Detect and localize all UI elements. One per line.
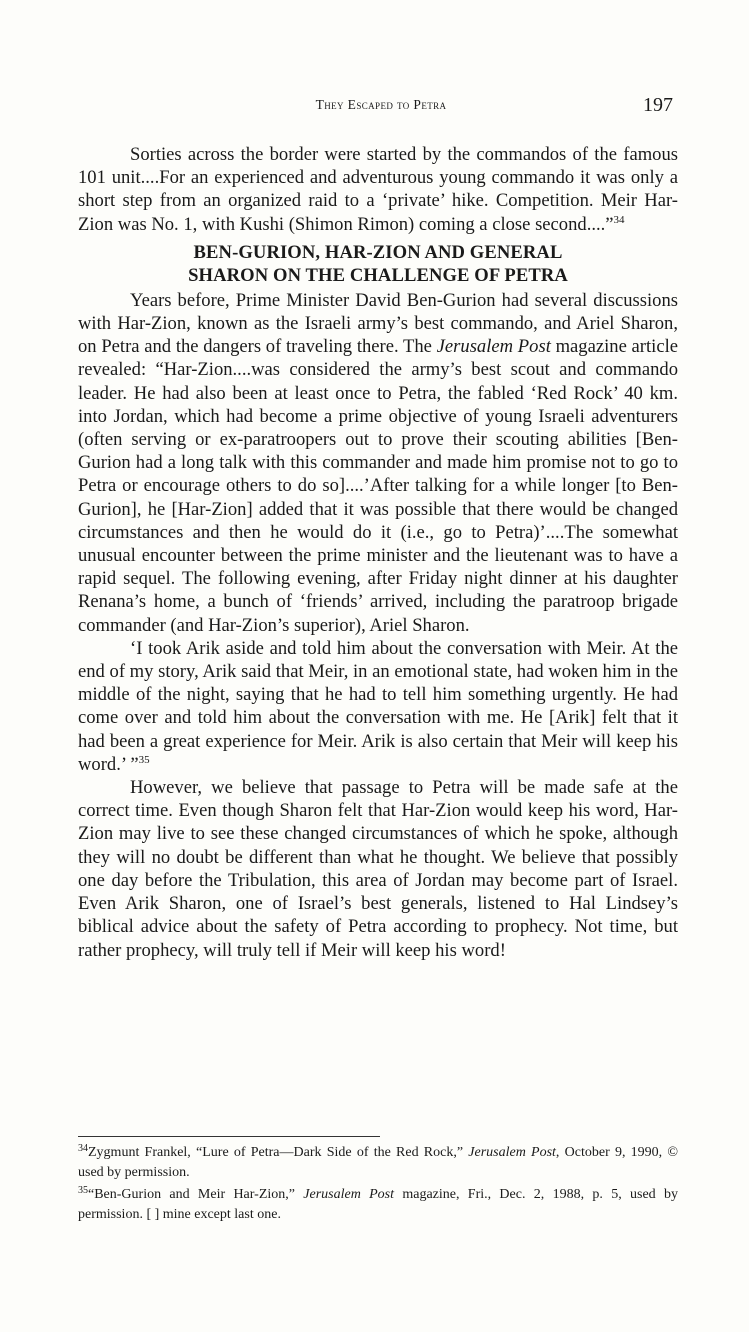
publication-title: Jerusalem Post [468,1145,556,1160]
paragraph-text: magazine article revealed: “Har-Zion....was considered the army’s best scout and commando leader. He had also been at least once to Petra, the fabled ‘Red Rock’ 40 km. into Jordan, which had become a prime objective of young Israeli adventurers (often serving or ex-paratroopers out to prove their scouting abilities [Ben-Gurion had a long talk with this commander and made him promise not to go to Petra or encourage others to do so]....’After talking for a while longer [to Ben-Gurion], he [Har-Zion] added that it was possible that there would be changed circumstances and then he would do it (i.e., go to Petra)’....The somewhat unusual encounter between the prime minister and the lieutenant was to have a rapid sequel. The following evening, after Friday night dinner at his daughter Renana’s home, a bunch of ‘friends’ arrived, including the paratroop brigade commander (and Har-Zion’s superior), Ariel Sharon. [78,336,678,636]
paragraph-text: However, we believe that passage to Petra will be made safe at the correct time. Even though Sharon felt that Har-Zion would keep his word, Har-Zion may live to see these changed circumstances of which he spoke, although they will no doubt be different than what he thought. We believe that possibly one day before the Tribulation, this area of Jordan may become part of Israel. Even Arik Sharon, one of Israel’s best generals, listened to Hal Lindsey’s biblical advice about the safety of Petra according to prophecy. Not time, but rather prophecy, will truly tell if Meir will keep his word! [78,777,678,961]
paragraph-text: Sorties across the border were started by the commandos of the famous 101 unit....For an experienced and adventurous young commando it was only a short step from an organized raid to a ‘private’ hike. Competition. Meir Har-Zion was No. 1, with Kushi (Shimon Rimon) coming a close second....” [78,144,678,235]
page-number: 197 [643,94,673,116]
footnote-divider [78,1136,380,1137]
footnote-text: “Ben-Gurion and Meir Har-Zion,” [88,1187,304,1202]
body-text [78,143,678,962]
running-title: They Escaped to Petra [315,97,447,112]
paragraph-conclusion [78,776,678,962]
publication-title: Jerusalem Post [436,336,551,358]
footnote-text: magazine, Fri., Dec. 2, 1988, p. 5, used by permission. [ ] mine except last one. [78,1187,678,1222]
footnote-number: 35 [78,1185,88,1196]
paragraph-text: Years before, Prime Minister David Ben-Gurion had several discussions with Har-Zion, known as the Israeli army’s best commando, and Ariel Sharon, on Petra and the dangers of traveling there. The [78,289,678,358]
footnote-ref-34: 34 [613,213,625,226]
paragraph-arik-quote [78,637,678,776]
footnote-text: Zygmunt Frankel, “Lure of Petra—Dark Side of the Red Rock,” [88,1145,469,1160]
footnote-35 [78,1185,678,1225]
section-heading-line-2: SHARON ON THE CHALLENGE OF PETRA [188,264,568,286]
running-head [0,94,749,118]
paragraph-quote-sorties [78,143,678,236]
section-heading-line-1: BEN-GURION, HAR-ZION AND GENERAL [193,241,563,263]
publication-title: Jerusalem Post [303,1187,395,1202]
paragraph-ben-gurion [78,289,678,637]
footnote-34 [78,1143,678,1183]
footnote-text: , October 9, 1990, © used by permission. [78,1145,679,1180]
footnotes [78,1143,678,1227]
section-heading [78,241,678,287]
paragraph-text: ‘I took Arik aside and told him about the conversation with Meir. At the end of my story, Arik said that Meir, in an emotional state, had woken him in the middle of the night, saying that he had to tell him something urgently. He had come over and told him about the conversation with me. He [Arik] felt that it had been a great experience for Meir. Arik is also certain that Meir will keep his word.’ ” [78,637,678,775]
footnote-ref-35: 35 [138,753,150,766]
footnote-number: 34 [78,1143,88,1154]
